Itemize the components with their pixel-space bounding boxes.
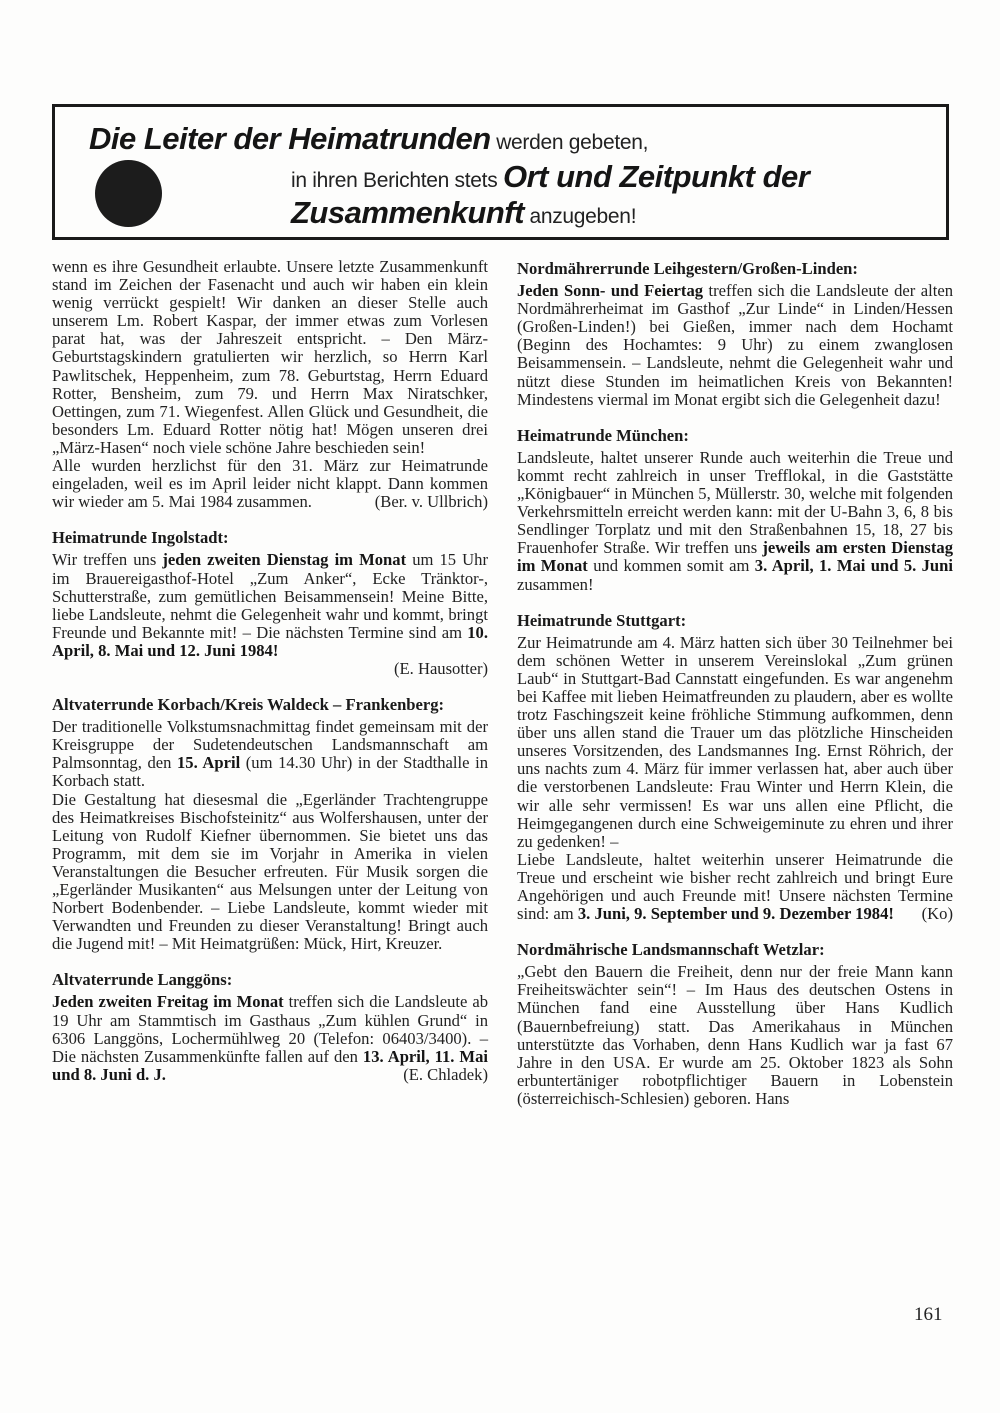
author-signature: (Ber. v. Ullbrich) — [374, 492, 488, 512]
paragraph — [517, 634, 953, 851]
bold-text: 15. April — [177, 753, 241, 773]
left-sections — [52, 529, 488, 1084]
bold-text: 13. April, 11. Mai und 8. Juni d. J. — [52, 1046, 488, 1084]
article-section — [517, 612, 953, 924]
right-column — [517, 260, 953, 1108]
article-section — [52, 696, 488, 953]
banner-heading: Die Leiter der Heimatrunden — [89, 121, 491, 156]
right-sections — [517, 260, 953, 1108]
paragraph — [517, 449, 953, 594]
section-title: Heimatrunde München: — [517, 425, 689, 445]
author-signature: (E. Hausotter) — [394, 658, 488, 678]
text-run: und kommen somit am — [587, 556, 755, 576]
page-number: 161 — [914, 1304, 943, 1325]
bold-text: 10. April, 8. Mai und 12. Juni 1984! — [52, 622, 488, 660]
text-run: Landsleute, haltet unserer Runde auch weiterhin die Treue und kommt recht zahlreich in unser Trefflokal, in die Gaststätte „Königbauer“ in München 5, Müllerstr. 30, welche mit folgenden Verkehrsmitteln erreicht werden kann: mit der U-Bahn 3, 6, 8 bis Sendlinger Torplatz und mit den Straßenbahnen 15, 18, 27 bis Frauenhofer Straße. Wir treffen uns — [517, 447, 953, 558]
banner-line-3 — [291, 195, 636, 231]
article-section — [517, 427, 953, 594]
paragraph — [52, 457, 488, 511]
bold-text: jeweils am ersten Dienstag im Monat — [517, 538, 953, 576]
bold-text: 3. April, 1. Mai und 5. Juni — [754, 556, 954, 576]
text-run: treffen sich die Landsleute ab 19 Uhr am Stammtisch im Gasthaus „Zum kühlen Grund“ in 6306 Langgöns, Lochermühlweg 20 (Telefon: 06403/3400). – Die nächsten Zusammenkünfte fallen auf den — [52, 992, 489, 1066]
author-signature: (Ko) — [921, 904, 953, 924]
section-title: Heimatrunde Stuttgart: — [517, 610, 687, 630]
banner-emphasis: Ort und Zeitpunkt der — [502, 159, 810, 194]
banner-emphasis: Zusammenkunft — [291, 195, 524, 230]
bold-text: Jeden zweiten Freitag im Monat — [52, 992, 284, 1012]
left-column — [52, 258, 488, 1084]
text-run: um 15 Uhr im Brauereigasthof-Hotel „Zum Anker“, Ecke Tränktor-, Schutterstraße, zum gemütlichen Beisammensein! Meine Bitte, liebe Landsleute, nehmt die Gelegenheit wahr und kommt, bringt Freunde und Bekannte mit! – Die nächsten Termine sind am — [52, 550, 488, 642]
section-title: Heimatrunde Ingolstadt: — [52, 528, 229, 548]
paragraph — [517, 963, 953, 1108]
intro-article — [52, 258, 488, 511]
paragraph — [517, 851, 953, 923]
paragraph — [52, 718, 488, 790]
text-run: Liebe Landsleute, haltet weiterhin unserer Heimatrunde die Treue und erscheint wie bisher recht zahlreich und bringt Eure Angehörigen und auch Freunde mit! Unsere nächsten Termine sind: am — [517, 849, 953, 924]
bullet-circle-icon — [95, 160, 162, 227]
banner-text: anzugeben! — [523, 205, 637, 228]
text-run: Die Gestaltung hat diesesmal die „Egerländer Trachtengruppe des Heimatkreises Bischofsteinitz“ aus Wolfershausen, unter der Leitung von Rudolf Kiefner übernommen. Sie bietet uns das Programm, mit dem sie im Vorjahr in Amerika in vielen Veranstaltungen die Besucher erfreuten. Für Musik sorgen die „Egerländer Musikanten“ aus Melsungen unter der Leitung von Norbert Bodenbender. – Liebe Landsleute, kommt wieder mit Verwandten und Freunden zu dieser Veranstaltung! Bringt auch die Jugend mit! – Mit Heimatgrüßen: Mück, Hirt, Kreuzer. — [52, 789, 488, 954]
paragraph — [52, 258, 488, 457]
author-signature: (E. Chladek) — [403, 1064, 488, 1084]
banner-line-2 — [291, 159, 809, 195]
bold-text: 3. Juni, 9. September und 9. Dezember 1984! — [577, 904, 894, 924]
text-run: wenn es ihre Gesundheit erlaubte. Unsere letzte Zusammenkunft stand im Zeichen der Fasenacht und auch wir haben ein klein wenig verrückt gespielt! Wir danken an dieser Stelle auch unserem Lm. Robert Kaspar, der immer etwas zum Vorlesen parat hat, was der Jahreszeit entspricht. – Den März-Geburtstagskindern gratulierten wir herzlich, so Herrn Karl Pawlitschek, Heppenheim, zum 78. Geburtstag, Herrn Eduard Rotter, Bensheim, zum 79. und Herrn Max Niratschker, Oettingen, zum 71. Wiegenfest. Allen Glück und Gesundheit, die besonders Lm. Eduard Rotter nötig hat! Mögen unseren drei „März-Hasen“ noch viele schöne Jahre beschieden sein! — [52, 257, 488, 457]
text-run: Wir treffen uns — [52, 550, 163, 570]
text-run: treffen sich die Landsleute der alten Nordmährerheimat im Gasthof „Zur Linde“ in Linden/Hessen (Großen-Linden!) bei Gießen, immer nach dem Hochamt (Beginn des Hochamtes: 9 Uhr) zu einem zwanglosen Beisammensein. – Landsleute, nehmt die Gelegenheit wahr und nützt diese Stunden im heimatlichen Kreis von Bekannten! Mindestens viermal im Monat ergibt sich die Gelegenheit dazu! — [517, 281, 953, 409]
section-title: Altvaterrunde Langgöns: — [52, 970, 233, 990]
text-run: (um 14.30 Uhr) in der Stadthalle in Korbach statt. — [52, 753, 488, 791]
text-run: Der traditionelle Volkstumsnachmittag findet gemeinsam mit der Kreisgruppe der Sudetendeutschen Landsmannschaft am Palmsonntag, den — [52, 717, 488, 773]
banner-line-1 — [89, 121, 648, 157]
article-section — [517, 941, 953, 1108]
paragraph — [52, 791, 488, 954]
text-run: Zur Heimatrunde am 4. März hatten sich über 30 Teilnehmer bei dem schönen Wetter in unserem Vereinslokal „Zum grünen Laub“ in Stuttgart-Bad Cannstatt eingefunden. Es war angenehm bei Kaffee mit lieben Heimatfreunden zu plaudern, aber es wollte trotz Faschingszeit keine fröhliche Stimmung aufkommen, denn über uns allen stand die Trauer um das plötzliche Hinscheiden unseres Vorsitzenden, des Landsmannes Ing. Ernst Röhrich, der uns nachts zum 4. März für immer verlassen hat, aber auch über die verstorbenen Landsleute: Frau Winter und Herrn Klein, die wir alle sehr vermissen! Es war uns allen eine Pflicht, die Heimgegangenen durch eine Schweigeminute zu ehren und ihrer zu gedenken! – — [517, 632, 953, 851]
article-section — [52, 529, 488, 678]
section-title: Altvaterrunde Korbach/Kreis Waldeck – Frankenberg: — [52, 695, 445, 715]
paragraph — [517, 282, 953, 409]
bold-text: Jeden Sonn- und Feiertag — [517, 281, 704, 301]
notice-banner — [52, 104, 949, 240]
section-title: Nordmährische Landsmannschaft Wetzlar: — [517, 940, 825, 960]
paragraph — [52, 993, 488, 1083]
text-run: „Gebt den Bauern die Freiheit, denn nur der freie Mann kann Freiheitswächter sein“! – Im Haus des deutschen Ostens in München fand eine Ausstellung über Hans Kudlich (Bauernbefreiung) statt. Das Amerikahaus in München unterstützte das Vorhaben, denn Hans Kudlich war ja fast 67 Jahre in den USA. Er wurde am 25. Oktober 1823 als Sohn erbuntertäniger robotpflichtiger Bauern in Lobenstein (österreichisch-Schlesien) geboren. Hans — [517, 962, 953, 1108]
text-run: zusammen! — [517, 574, 594, 594]
article-section — [52, 971, 488, 1084]
paragraph — [52, 551, 488, 660]
article-section — [517, 260, 953, 409]
text-run: Alle wurden herzlichst für den 31. März zur Heimatrunde eingeladen, weil es im April leider nicht klappt. Dann kommen wir wieder am 5. Mai 1984 zusammen. — [52, 456, 488, 512]
bold-text: jeden zweiten Dienstag im Monat — [162, 550, 407, 570]
section-title: Nordmährerrunde Leihgestern/Großen-Linden: — [517, 259, 858, 278]
banner-text: in ihren Berichten stets — [291, 169, 503, 192]
banner-text: werden gebeten, — [490, 131, 649, 154]
